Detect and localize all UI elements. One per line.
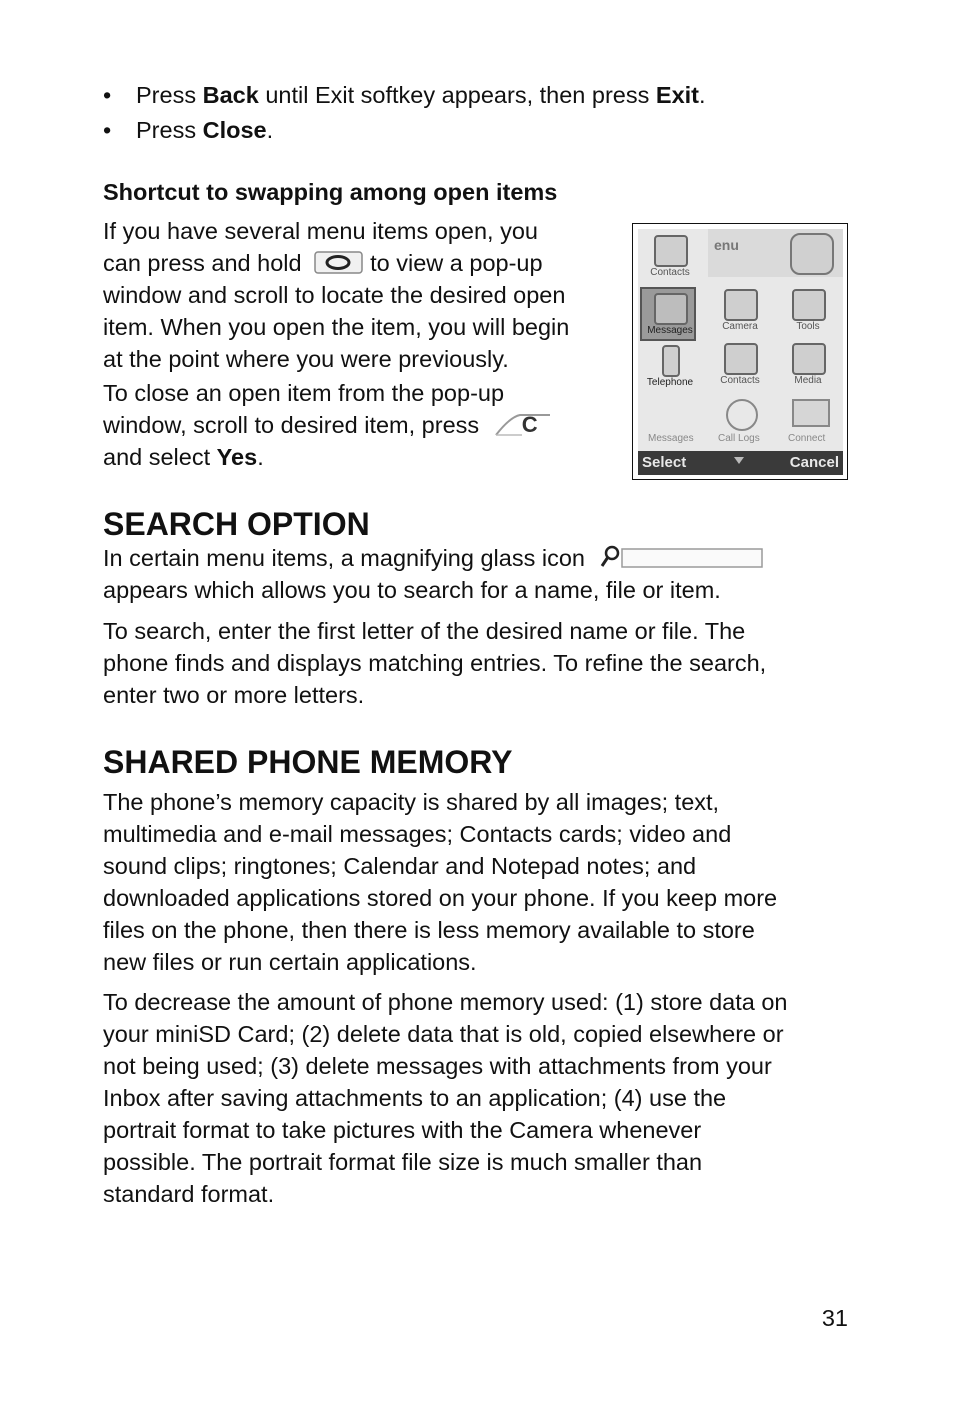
magnifier-icon: [598, 544, 764, 570]
phone-screen: [638, 229, 843, 475]
memory-paragraph-2: [103, 986, 788, 1210]
text-line: sound clips; ringtones; Calendar and Notepad notes; and: [103, 853, 697, 879]
bullet-dot: •: [103, 82, 112, 108]
text-line: standard format.: [103, 1181, 275, 1207]
shortcut-paragraph-close: [103, 377, 554, 473]
text-line: phone finds and displays matching entries. To refine the search,: [103, 650, 767, 676]
scroll-down-indicator: [734, 457, 744, 464]
menu-tile-contacts-2[interactable]: [712, 339, 768, 393]
text-line: window, scroll to desired item, press C: [103, 409, 554, 441]
menu-tile-contacts[interactable]: [642, 231, 698, 285]
shortcut-paragraph: [103, 215, 569, 375]
media-icon: [792, 343, 826, 375]
text-line: window and scroll to locate the desired open: [103, 282, 566, 308]
menu-tile-telephone[interactable]: [642, 341, 698, 395]
phone-menu-screenshot: [632, 223, 848, 480]
tile-label: Camera: [722, 321, 758, 332]
text-line: files on the phone, then there is less memory available to store: [103, 917, 755, 943]
contacts-icon: [724, 343, 758, 375]
text-line: To close an open item from the pop-up: [103, 380, 505, 406]
phone-icon: [662, 345, 680, 377]
text-line: enter two or more letters.: [103, 682, 365, 708]
section-subheading: Shortcut to swapping among open items: [103, 179, 558, 205]
search-paragraph-2: [103, 615, 766, 711]
tile-label: Contacts: [650, 267, 690, 278]
handset-icon: [790, 233, 834, 275]
text-line: can press and hold to view a pop-up: [103, 250, 543, 276]
text-line: To decrease the amount of phone memory used: (1) store data on: [103, 989, 788, 1015]
tools-icon: [792, 289, 826, 321]
bullet-text: Press Back until Exit softkey appears, then press Exit.: [136, 82, 706, 108]
tile-label: Telephone: [646, 377, 694, 388]
text-line: multimedia and e-mail messages; Contacts cards; video and: [103, 821, 732, 847]
envelope-icon: [654, 293, 688, 325]
text-line: new files or run certain applications.: [103, 949, 477, 975]
tile-label: Contacts: [720, 375, 760, 386]
softkey-bar: [638, 451, 843, 475]
text-line: your miniSD Card; (2) delete data that is old, copied elsewhere or: [103, 1021, 784, 1047]
text-line: portrait format to take pictures with the Camera whenever: [103, 1117, 702, 1143]
text-line: possible. The portrait format file size is much smaller than: [103, 1149, 703, 1175]
clear-key-icon: C: [492, 411, 554, 439]
camera-icon: [724, 289, 758, 321]
bullet-dot: •: [103, 117, 112, 143]
bullet-item: [103, 114, 863, 148]
cancel-softkey[interactable]: Cancel: [789, 454, 839, 471]
text-line: Inbox after saving attachments to an application; (4) use the: [103, 1085, 727, 1111]
menu-tile-camera[interactable]: [712, 285, 768, 339]
tile-label: Messages: [647, 325, 693, 336]
search-option-heading: SEARCH OPTION: [103, 506, 370, 542]
bottom-row-labels: Messages Call Logs Connect: [648, 433, 826, 444]
tile-label: Tools: [796, 321, 820, 332]
menu-key-icon: [314, 250, 364, 276]
text-line: If you have several menu items open, you: [103, 218, 538, 244]
text-line: In certain menu items, a magnifying glass icon: [103, 542, 764, 574]
search-paragraph-1: [103, 542, 764, 606]
text-line: The phone’s memory capacity is shared by all images; text,: [103, 789, 720, 815]
bullet-text: Press Close.: [136, 117, 274, 143]
menu-title: enu: [714, 237, 739, 253]
menu-tile-messages[interactable]: [640, 287, 696, 341]
connect-icon: [792, 399, 830, 427]
tile-label: Media: [794, 375, 822, 386]
text-line: and select Yes.: [103, 444, 264, 470]
call-logs-icon: [726, 399, 758, 431]
text-line: downloaded applications stored on your phone. If you keep more: [103, 885, 778, 911]
bullet-item: [103, 79, 863, 113]
menu-tile-media[interactable]: [780, 339, 836, 393]
text-line: at the point where you were previously.: [103, 346, 509, 372]
shared-memory-heading: SHARED PHONE MEMORY: [103, 744, 513, 780]
contacts-icon: [654, 235, 688, 267]
menu-tile-tools[interactable]: [780, 285, 836, 339]
select-softkey[interactable]: Select: [642, 454, 687, 471]
text-line: not being used; (3) delete messages with attachments from your: [103, 1053, 772, 1079]
memory-paragraph-1: [103, 786, 777, 978]
text-line: To search, enter the first letter of the desired name or file. The: [103, 618, 746, 644]
page-number: 31: [821, 1305, 848, 1331]
text-line: item. When you open the item, you will begin: [103, 314, 570, 340]
text-line: appears which allows you to search for a name, file or item.: [103, 577, 721, 603]
